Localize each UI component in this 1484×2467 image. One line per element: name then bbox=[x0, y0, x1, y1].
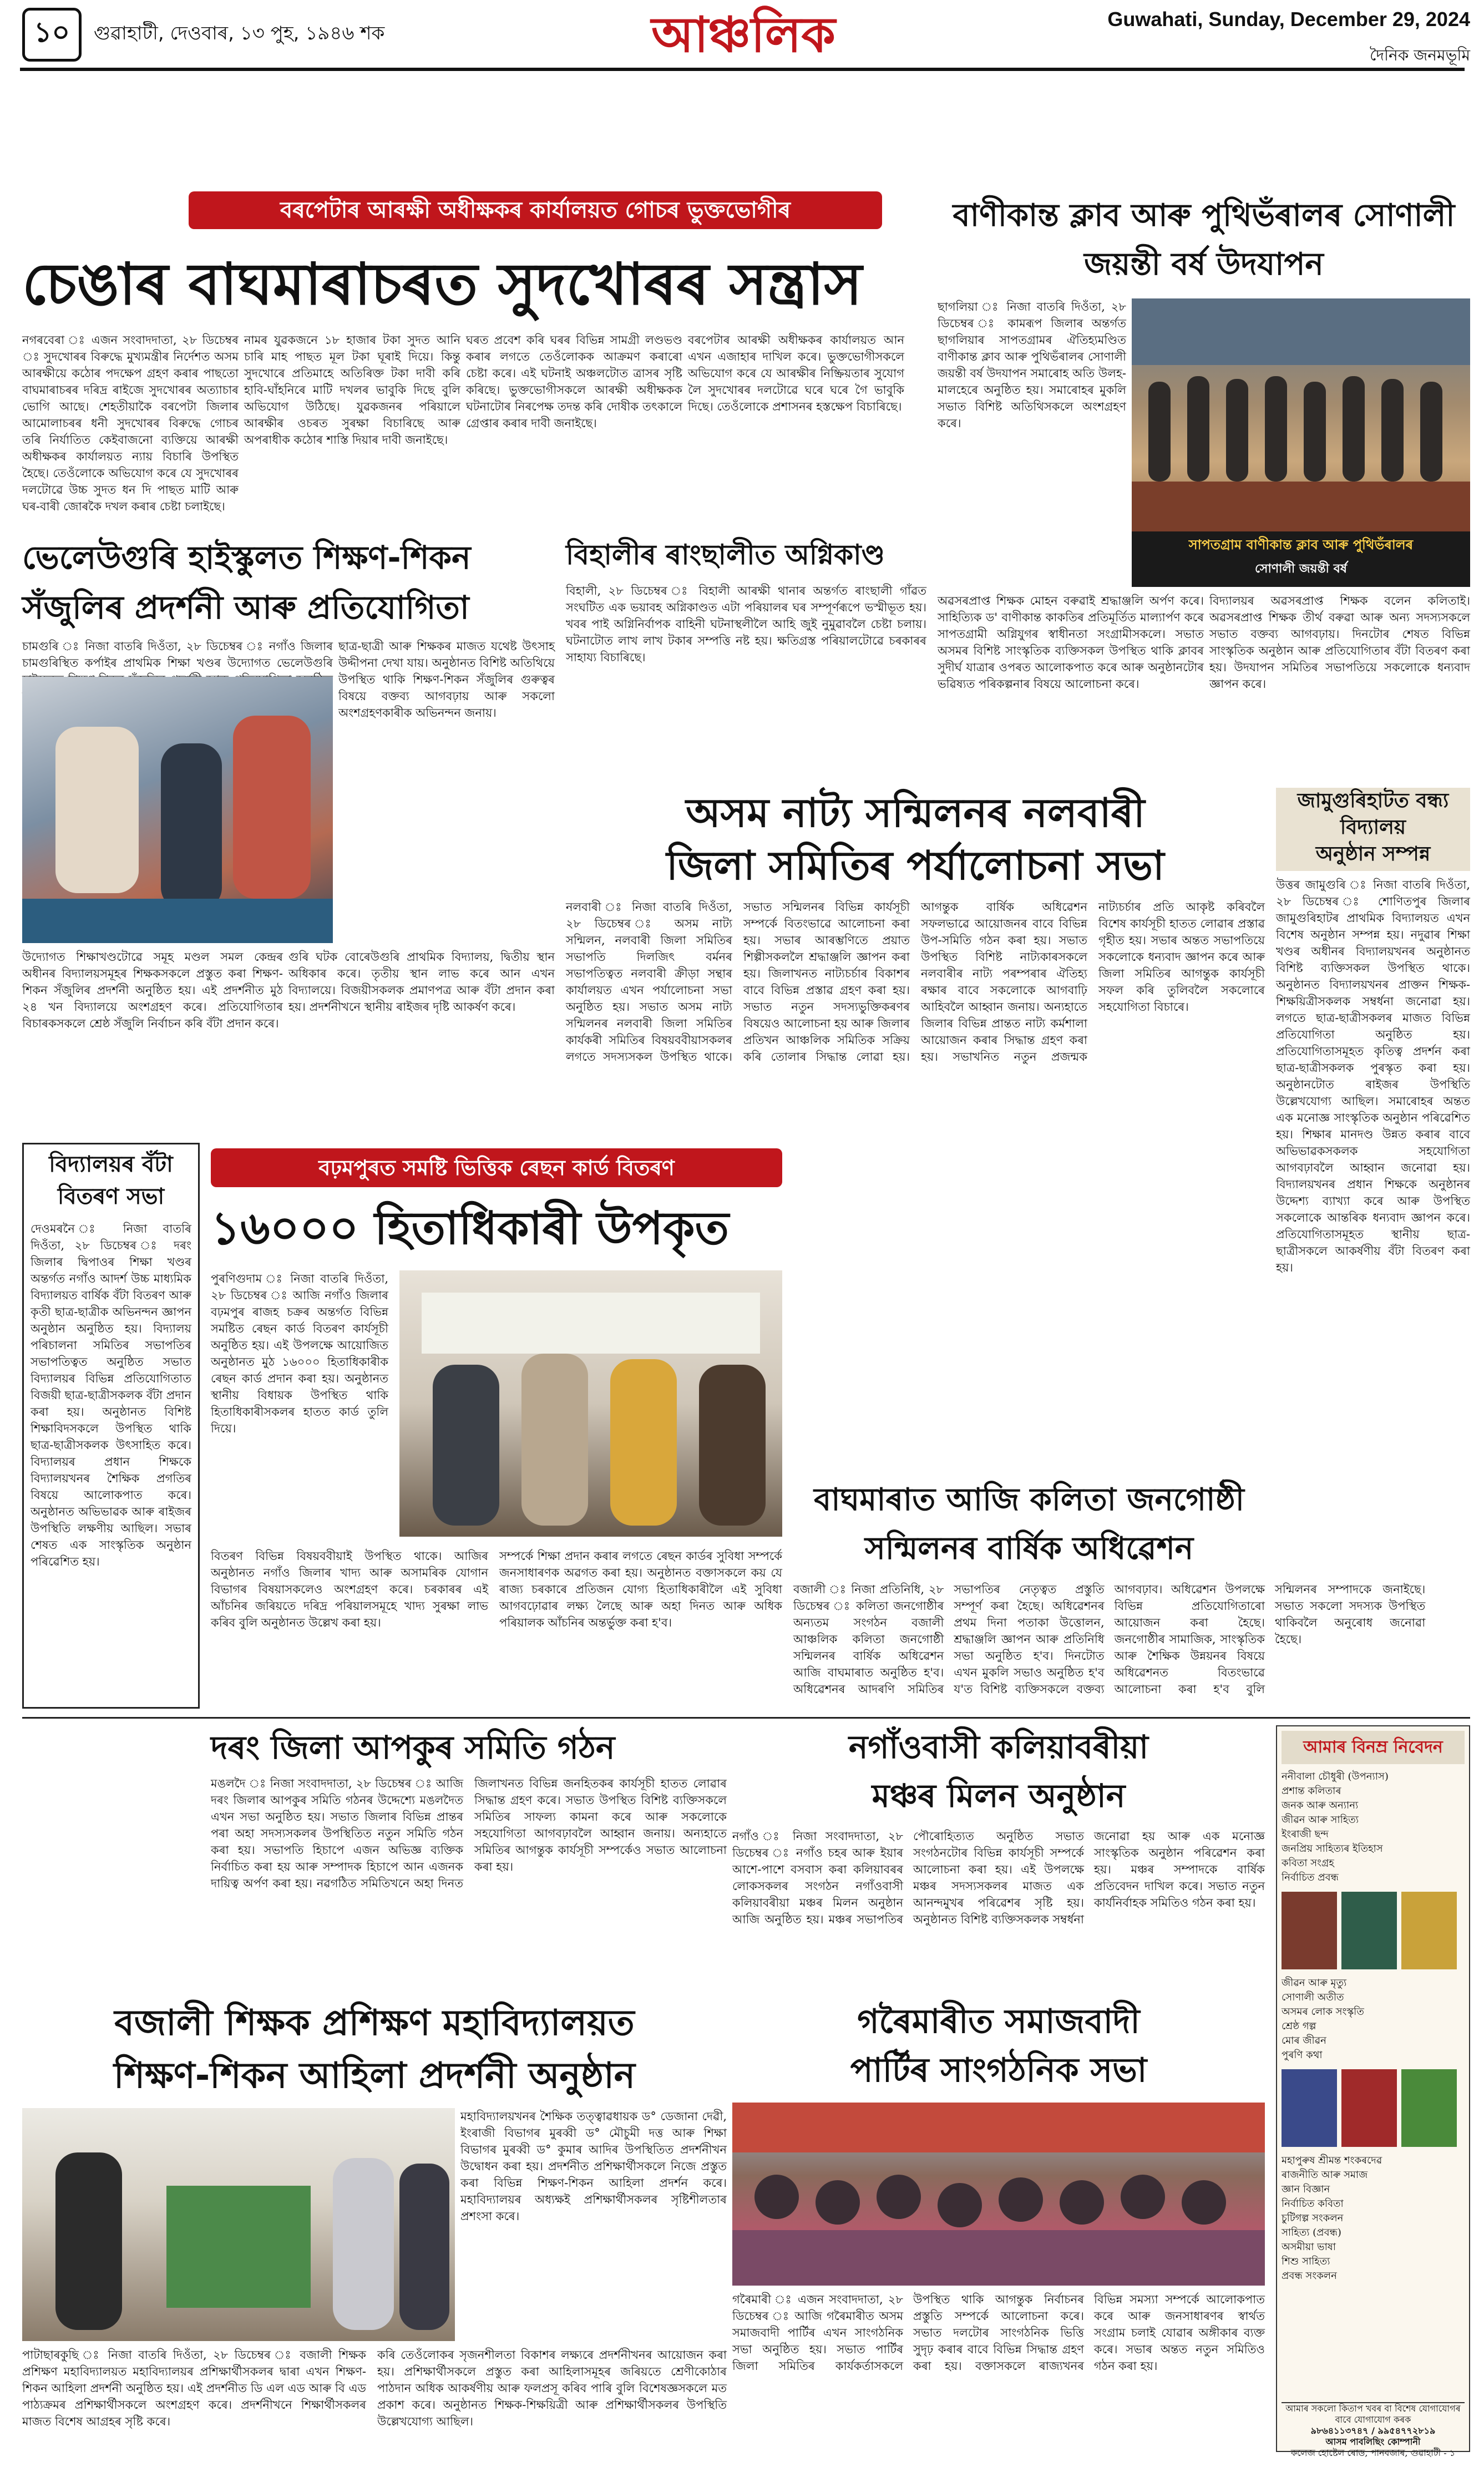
story2-banner-sub: সোণালী জয়ন্তী বৰ্ষ bbox=[1255, 562, 1347, 576]
date-assamese: গুৱাহাটী, দেওবাৰ, ১৩ পুহ, ১৯৪৬ শক bbox=[93, 22, 385, 44]
story12-photo-crowd bbox=[732, 2103, 1265, 2286]
story12-headline-line2: পাৰ্টিৰ সাংগঠনিক সভা bbox=[850, 2051, 1147, 2090]
story6-kicker: জামুগুৰিহাটত বন্ধ্য বিদ্যালয় bbox=[1297, 789, 1449, 839]
ad-col3 bbox=[1282, 2154, 1465, 2283]
story13-photo bbox=[22, 2108, 455, 2341]
section-rule bbox=[22, 1717, 1470, 1719]
book-cover bbox=[1401, 1892, 1457, 1969]
story8-photo bbox=[399, 1270, 782, 1537]
story12-body: গৰৈমাৰী ঃ এজন সংবাদদাতা, ২৮ ডিচেম্বৰ ঃ আজি গৰৈমাৰীত অসম সমাজবাদী পাৰ্টিৰ এখন সাংগঠনিক সভা অনুষ্ঠিত হয়। সভাত পাৰ্টিৰ জিলা সমিতিৰ কাৰ্যকৰ্তাসকলে উপস্থিত থাকি আগন্তুক নিৰ্বাচনৰ প্ৰস্তুতি সম্পৰ্কে আলোচনা কৰে। সভাত দলটোৰ সাংগঠনিক ভিত্তি সুদৃঢ় কৰাৰ বাবে বিভিন্ন সিদ্ধান্ত গ্ৰহণ কৰা হয়। বক্তাসকলে ৰাজ্যখনৰ বিভিন্ন সমস্যা সম্পৰ্কে আলোকপাত কৰে আৰু জনসাধাৰণৰ স্বাৰ্থত সংগ্ৰাম চলাই যোৱাৰ অঙ্গীকাৰ ব্যক্ত কৰে। সভাৰ অন্তত নতুন সমিতিও গঠন কৰা হয়। bbox=[732, 2293, 1265, 2373]
story13-headline-line1: বজালী শিক্ষক প্ৰশিক্ষণ মহাবিদ্যালয়ত bbox=[114, 2003, 635, 2044]
story11-headline bbox=[732, 1723, 1265, 1822]
ad-item: শিশু সাহিত্য bbox=[1282, 2256, 1330, 2267]
story3-headline-line1: ভেলেউগুৰি হাইস্কুলত শিক্ষণ-শিকন bbox=[22, 539, 471, 576]
ad-item: সোণালী অতীত bbox=[1282, 1992, 1344, 2003]
story3-headline-line2: সঁজুলিৰ প্ৰদৰ্শনী আৰু প্ৰতিযোগিতা bbox=[22, 589, 469, 626]
paper-name: দৈনিক জনমভূমি bbox=[1370, 46, 1470, 64]
story8-banner: বঢ়মপুৰত সমষ্টি ভিত্তিক ৰেছন কাৰ্ড বিতৰণ bbox=[211, 1148, 782, 1187]
story13-headline bbox=[22, 1997, 727, 2103]
ad-item: পুৰণি কথা bbox=[1282, 2049, 1323, 2061]
ad-book-covers-2 bbox=[1282, 2069, 1465, 2147]
story3-body-col2: গুৰি ঘটক বোৰেউগুৰি প্ৰাথমিক বিদ্যালয়, দ্বিতীয় স্থান অধিকাৰ কৰে। তৃতীয় স্থান লাভ কৰে আন এখন বিদ্যালয়ে। বিজয়ীসকলক প্ৰমাণপত্ৰ আৰু বঁটা প্ৰদান কৰা হয়। প্ৰদৰ্শনীখনে স্থানীয় ৰাইজৰ দৃষ্টি আকৰ্ষণ কৰে। bbox=[288, 950, 555, 1014]
ad-item: অসমৰ লোক সংস্কৃতি bbox=[1282, 2006, 1364, 2018]
ad-item: জনপ্ৰিয় সাহিত্যৰ ইতিহাস bbox=[1282, 1843, 1383, 1855]
story1-body-col2: নামৰ যুৱকজনে ১৮ হাজাৰ টকা সুদত আনি চাৰি মাহ পাছত মূল টকা ঘূৰাই দিয়ে। কিন্তু সুদখোৰে প্ৰতিমাহে অতিৰিক্ত টকা দাবী কৰি হাবি-ঘাঁহনিৰে মাটি দখলৰ ভাবুকি দিছে বুলি অভিযোগ উঠিছে। যুৱকজনৰ পৰিয়ালে আৰক্ষীৰ ওচৰত সুৰক্ষা বিচাৰিছে আৰু অপৰাধীক কঠোৰ শাস্তি দিয়াৰ দাবী জনাইছে। bbox=[244, 333, 460, 447]
story7-body: দেওমৰনৈ ঃ নিজা বাতৰি দিওঁতা, ২৮ ডিচেম্বৰ ঃ দৰং জিলাৰ দ্বিপাওৰ শিক্ষা খণ্ডৰ অন্তৰ্গত নগাঁও আদৰ্শ উচ্চ মাধ্যমিক বিদ্যালয়ত বাৰ্ষিক বঁটা বিতৰণ আৰু কৃতী ছাত্ৰ-ছাত্ৰীক অভিনন্দন জ্ঞাপন অনুষ্ঠান অনুষ্ঠিত হয়। বিদ্যালয় পৰিচালনা সমিতিৰ সভাপতিৰ সভাপতিত্বত অনুষ্ঠিত সভাত বিদ্যালয়ৰ বিভিন্ন প্ৰতিযোগিতাত বিজয়ী ছাত্ৰ-ছাত্ৰীসকলক বঁটা প্ৰদান কৰা হয়। অনুষ্ঠানত বিশিষ্ট শিক্ষাবিদসকলে উপস্থিত থাকি ছাত্ৰ-ছাত্ৰীসকলক উৎসাহিত কৰে। বিদ্যালয়ৰ প্ৰধান শিক্ষকে বিদ্যালয়খনৰ শৈক্ষিক প্ৰগতিৰ বিষয়ে আলোকপাত কৰে। অনুষ্ঠানত অভিভাৱক আৰু ৰাইজৰ উপস্থিতি লক্ষণীয় আছিল। সভাৰ শেষত এক সাংস্কৃতিক অনুষ্ঠান পৰিৱেশিত হয়। bbox=[31, 1222, 191, 1568]
ad-item: কবিতা সংগ্ৰহ bbox=[1282, 1857, 1334, 1869]
ad-item: সাহিত্য (প্ৰবন্ধ) bbox=[1282, 2227, 1341, 2238]
ad-item: নিৰ্বাচিত প্ৰবন্ধ bbox=[1282, 1872, 1339, 1883]
story13-body-right: মহাবিদ্যালয়খনৰ শৈক্ষিক তত্ত্বাৱধায়ক ড° ডেজানা দেৱী, ইংৰাজী বিভাগৰ মুৰব্বী ড° মৌচুমী দত্ত আৰু শিক্ষা বিভাগৰ মুৰব্বী ড° কুমাৰ আদিৰ উপস্থিতিত প্ৰদৰ্শনীখন উদ্বোধন কৰা হয়। প্ৰদৰ্শনীত প্ৰশিক্ষাৰ্থীসকলে নিজে প্ৰস্তুত কৰা বিভিন্ন শিক্ষণ-শিকন আহিলা প্ৰদৰ্শন কৰে। মহাবিদ্যালয়ৰ অধ্যক্ষই প্ৰশিক্ষাৰ্থীসকলৰ সৃষ্টিশীলতাৰ প্ৰশংসা কৰে। bbox=[460, 2110, 727, 2223]
story7-headline: বিদ্যালয়ৰ বঁটা বিতৰণ সভা bbox=[49, 1152, 173, 1209]
story8-headline: ১৬০০০ হিতাধিকাৰী উপকৃত bbox=[211, 1202, 730, 1255]
ad-title: আমাৰ বিনম্ৰ নিবেদন bbox=[1282, 1731, 1465, 1764]
ad-item: ননীবালা চৌধুৰী (উপন্যাস) bbox=[1282, 1771, 1389, 1782]
story2-body-intro: ছাগলিয়া ঃ নিজা বাতৰি দিওঁতা, ২৮ ডিচেম্বৰ ঃ কামৰূপ জিলাৰ অন্তৰ্গত ছাগলিয়াৰ সাপতগ্ৰামৰ ঐতিহ্যমণ্ডিত বাণীকান্ত ক্লাব আৰু পুথিভঁৰালৰ সোণালী জয়ন্তী বৰ্ষ উদযাপন সমাৰোহ অতি উলহ-মালহেৰে অনুষ্ঠিত হয়। সমাৰোহৰ মুকলি সভাত বিশিষ্ট অতিথিসকলে অংশগ্ৰহণ কৰে। bbox=[938, 300, 1126, 430]
ad-item: প্ৰশান্ত কলিতাৰ bbox=[1282, 1785, 1341, 1797]
book-cover bbox=[1401, 2069, 1457, 2147]
story6-body: উত্তৰ জামুগুৰি ঃ নিজা বাতৰি দিওঁতা, ২৮ ডিচেম্বৰ ঃ শোণিতপুৰ জিলাৰ জামুগুৰিহাটৰ প্ৰাথমিক বিদ্যালয়ত এখন বিশেষ অনুষ্ঠান সম্পন্ন হয়। নদুৱাৰ শিক্ষা খণ্ডৰ অধীনৰ বিদ্যালয়খনৰ অনুষ্ঠানত বিশিষ্ট ব্যক্তিসকল উপস্থিত থাকে। অনুষ্ঠানত বিদ্যালয়খনৰ প্ৰাক্তন শিক্ষক-শিক্ষয়িত্ৰীসকলক সম্বৰ্ধনা জনোৱা হয়। লগতে ছাত্ৰ-ছাত্ৰীসকলৰ মাজত বিভিন্ন প্ৰতিযোগিতা অনুষ্ঠিত হয়। প্ৰতিযোগিতাসমূহত কৃতিত্ব প্ৰদৰ্শন কৰা ছাত্ৰ-ছাত্ৰীসকলক পুৰস্কৃত কৰা হয়। অনুষ্ঠানটোত ৰাইজৰ উপস্থিতি উল্লেখযোগ্য আছিল। সমাৰোহৰ অন্তত এক মনোজ্ঞ সাংস্কৃতিক অনুষ্ঠান পৰিৱেশিত হয়। শিক্ষাৰ মানদণ্ড উন্নত কৰাৰ বাবে অভিভাৱকসকলক সহযোগিতা আগবঢ়াবলৈ আহ্বান জনোৱা হয়। বিদ্যালয়খনৰ প্ৰধান শিক্ষকে অনুষ্ঠানৰ উদ্দেশ্য ব্যাখ্যা কৰে আৰু উপস্থিত সকলোকে আন্তৰিক ধন্যবাদ জ্ঞাপন কৰে। প্ৰতিযোগিতাসমূহত স্থানীয় ছাত্ৰ-ছাত্ৰীসকলে আকৰ্ষণীয় বঁটা বিতৰণ কৰা হয়। bbox=[1276, 878, 1470, 1274]
page-number: ১০ bbox=[22, 8, 82, 62]
story13-headline-line2: শিক্ষণ-শিকন আহিলা প্ৰদৰ্শনী অনুষ্ঠান bbox=[114, 2055, 635, 2096]
story3-body-col1: উদ্যোগত শিক্ষাখণ্ডটোৱে সমূহ মণ্ডল সমল কেন্দ্ৰৰ অধীনৰ বিদ্যালয়সমূহৰ শিক্ষকসকলে প্ৰস্তুত কৰা শিক্ষণ-শিকন সঁজুলিৰ প্ৰদৰ্শনী অনুষ্ঠিত হয়। এই প্ৰদৰ্শনীত মুঠ ২৪ খন বিদ্যালয়ে অংশগ্ৰহণ কৰে। প্ৰতিযোগিতাৰ বিচাৰকসকলে শ্ৰেষ্ঠ সঁজুলি নিৰ্বাচন কৰি বঁটা প্ৰদান কৰে। bbox=[22, 950, 283, 1030]
header-left bbox=[22, 11, 521, 58]
story1-body-col3: ঘৰত প্ৰবেশ কৰি ঘৰৰ বিভিন্ন সামগ্ৰী লণ্ডভণ্ড কৰাৰ লগতে তেওঁলোকক আক্ৰমণ কৰাৰো চেষ্টা কৰে। এই ঘটনাই অঞ্চলটোত ত্ৰাসৰ সৃষ্টি কৰিছে। ভুক্তভোগীসকলে আৰক্ষী অধীক্ষকক ঘটনাটোৰ নিৰপেক্ষ তদন্ত কৰি দোষীক তৎকালে গ্ৰেপ্তাৰ কৰাৰ দাবী জনাইছে। bbox=[466, 333, 682, 430]
story1-body-col4: বৰপেটাৰ আৰক্ষী অধীক্ষকৰ কাৰ্যালয়ত আন এখন এজাহাৰ দাখিল কৰে। ভুক্তভোগীসকলে অভিযোগ কৰে যে আৰক্ষীৰ নিষ্ক্ৰিয়তাৰ সুযোগ লৈ সুদখোৰৰ দলটোৱে ঘৰে ঘৰে গৈ ভাবুকি দিছে। তেওঁলোকে প্ৰশাসনৰ হস্তক্ষেপ বিচাৰিছে। bbox=[688, 333, 904, 413]
story2-photo-caption bbox=[1132, 531, 1470, 587]
story12-headline-line1: গৰৈমাৰীত সমাজবাদী bbox=[857, 2002, 1140, 2041]
story11-headline-line2: মঞ্চৰ মিলন অনুষ্ঠান bbox=[872, 1777, 1126, 1815]
story8-photo-figures bbox=[399, 1270, 782, 1537]
story4-headline: বিহালীৰ ৰাংছালীত অগ্নিকাণ্ড bbox=[566, 539, 885, 571]
ad-item: জীৱন আৰু সাহিত্য bbox=[1282, 1814, 1359, 1826]
story2-body-col1: অৱসৰপ্ৰাপ্ত শিক্ষক মোহন বৰুৱাই শ্ৰদ্ধাঞ্জলি অৰ্পণ কৰে। সাহিত্যিক ড' বাণীকান্ত কাকতিৰ প্ৰতিমূৰ্তিত মাল্যাৰ্পণ কৰে সাপতগ্ৰামী অগ্নিযুগৰ স্বাধীনতা সংগ্ৰামীসকলে। সভাত অসমৰ বিশিষ্ট সাংস্কৃতিক ব্যক্তিসকল উপস্থিত থাকি ক্লাবৰ সুদীৰ্ঘ যাত্ৰাৰ ওপৰত আলোকপাত কৰে আৰু অনুষ্ঠানটোৰ ভৱিষ্যত পৰিকল্পনাৰ বিষয়ে আলোচনা কৰে। bbox=[938, 594, 1204, 691]
story11-body: নগাঁও ঃ নিজা সংবাদদাতা, ২৮ ডিচেম্বৰ ঃ নগাঁও চহৰ আৰু ইয়াৰ আশে-পাশে বসবাস কৰা কলিয়াবৰৰ লোকসকলৰ সংগঠন নগাঁওবাসী কলিয়াবৰীয়া মঞ্চৰ মিলন অনুষ্ঠান আজি অনুষ্ঠিত হয়। মঞ্চৰ সভাপতিৰ পৌৰোহিত্যত অনুষ্ঠিত সভাত সংগঠনটোৰ বিভিন্ন কাৰ্যসূচী সম্পৰ্কে আলোচনা কৰা হয়। এই উপলক্ষে মঞ্চৰ সদস্যসকলৰ মাজত এক আনন্দমুখৰ পৰিৱেশৰ সৃষ্টি হয়। অনুষ্ঠানত বিশিষ্ট ব্যক্তিসকলক সম্বৰ্ধনা জনোৱা হয় আৰু এক মনোজ্ঞ সাংস্কৃতিক অনুষ্ঠান পৰিৱেশন কৰা হয়। মঞ্চৰ সম্পাদকে বাৰ্ষিক প্ৰতিবেদন দাখিল কৰে। সভাত নতুন কাৰ্যনিৰ্বাহক সমিতিও গঠন কৰা হয়। bbox=[732, 1830, 1265, 1926]
ad-listing bbox=[1282, 1770, 1465, 2402]
ad-item: মোৰ জীৱন bbox=[1282, 2035, 1326, 2046]
story13-body-col2: কৰি তেওঁলোকৰ সৃজনশীলতা বিকাশৰ লক্ষ্যৰে প্ৰদৰ্শনীখনৰ আয়োজন কৰা হয়। প্ৰশিক্ষাৰ্থীসকলে প্ৰস্তুত কৰা আহিলাসমূহৰ জৰিয়তে শ্ৰেণীকোঠাৰ পাঠদান অধিক আকৰ্ষণীয় আৰু ফলপ্ৰসূ কৰিব পাৰি বুলি বিশেষজ্ঞসকলে মত প্ৰকাশ কৰে। অনুষ্ঠানত শিক্ষক-শিক্ষয়িত্ৰী আৰু প্ৰশিক্ষাৰ্থীসকলৰ উপস্থিতি উল্লেখযোগ্য আছিল। bbox=[377, 2348, 727, 2428]
story2-headline: বাণীকান্ত ক্লাব আৰু পুথিভঁৰালৰ সোণালী জয়ন্তী বৰ্ষ উদযাপন bbox=[953, 197, 1455, 282]
book-cover bbox=[1282, 2069, 1337, 2147]
story10-headline: দৰং জিলা আপকুৰ সমিতি গঠন bbox=[211, 1729, 615, 1766]
masthead: আঞ্চলিক bbox=[651, 6, 835, 63]
ad-item: ইংৰাজী ছন্দ bbox=[1282, 1828, 1329, 1840]
book-cover bbox=[1341, 1892, 1397, 1969]
story2-body-col2: বিদ্যালয়ৰ অৱসৰপ্ৰাপ্ত শিক্ষক বলেন কলিতাই। অৱসৰপ্ৰাপ্ত শিক্ষক তীৰ্থ বৰুৱা আৰু অন্য সদস্যসকলে সভাত বক্তব্য আগবঢ়ায়। দিনটোৰ শেষত বিভিন্ন সাংস্কৃতিক অনুষ্ঠান আৰু প্ৰতিযোগিতাৰ বঁটা বিতৰণ কৰা হয়। উদযাপন সমিতিৰ সভাপতিয়ে সকলোকে ধন্যবাদ জ্ঞাপন কৰে। bbox=[1209, 594, 1470, 691]
story13-photo-figures bbox=[22, 2108, 455, 2341]
ad-phone: ৯৮৬৪১১৩৭৪৭ / ৯৯৫৪৭৭২৮১৯ bbox=[1310, 2425, 1436, 2436]
book-cover bbox=[1341, 2069, 1397, 2147]
story2-banner-text: সাপতগ্ৰাম বাণীকান্ত ক্লাব আৰু পুথিভঁৰালৰ bbox=[1188, 537, 1414, 553]
ad-footer bbox=[1282, 2402, 1465, 2458]
story8-body-col3: সম্পৰ্কে শিক্ষা প্ৰদান কৰাৰ লগতে ৰেছন কাৰ্ডৰ সুবিধা সম্পৰ্কে জনসাধাৰণক অৱগত কৰা হয়। অনুষ্ঠানত বক্তাসকলে কয় যে ৰাজ্য চৰকাৰে প্ৰতিজন যোগ্য হিতাধিকাৰীলৈ এই সুবিধা আগবঢ়োৱাৰ লক্ষ্য লৈছে আৰু অহা দিনত আৰু অধিক পৰিয়ালক আঁচনিৰ অন্তৰ্ভুক্ত কৰা হ'ব। bbox=[499, 1549, 782, 1629]
story1-headline: চেঙাৰ বাঘমাৰাচৰত সুদখোৰৰ সন্ত্ৰাস bbox=[22, 250, 863, 318]
story9-headline bbox=[793, 1476, 1265, 1576]
ad-item: চুটিগল্প সংকলন bbox=[1282, 2212, 1344, 2224]
story5-headline-line2: জিলা সমিতিৰ পৰ্যালোচনা সভা bbox=[666, 842, 1164, 889]
header-rule bbox=[20, 68, 1465, 71]
story13-body-col1: পাটাছাৰকুছি ঃ নিজা বাতৰি দিওঁতা, ২৮ ডিচেম্বৰ ঃ বজালী শিক্ষক প্ৰশিক্ষণ মহাবিদ্যালয়ত মহাবিদ্যালয়ৰ প্ৰশিক্ষাৰ্থীসকলৰ দ্বাৰা এখন শিক্ষণ-শিকন আহিলা প্ৰদৰ্শনী অনুষ্ঠিত হয়। এই প্ৰদৰ্শনীত ডি এল এড আৰু বি এড পাঠ্যক্ৰমৰ প্ৰশিক্ষাৰ্থীসকলে অংশগ্ৰহণ কৰে। প্ৰদৰ্শনীখনে শিক্ষাৰ্থীসকলৰ মাজত বিশেষ আগ্ৰহৰ সৃষ্টি কৰে। bbox=[22, 2348, 366, 2428]
ad-item: মহাপুৰুষ শ্ৰীমন্ত শংকৰদেৱ bbox=[1282, 2155, 1382, 2166]
ad-col2 bbox=[1282, 1976, 1465, 2063]
ad-item: জীৱন আৰু মৃত্যু bbox=[1282, 1977, 1347, 1989]
story3-photo bbox=[22, 677, 333, 943]
story8-body-col2: বিতৰণ বিভিন্ন বিষয়ববীয়াই উপস্থিত থাকে। আজিৰ অনুষ্ঠানত নগাঁও জিলাৰ খাদ্য আৰু অসামৰিক যোগান বিভাগৰ বিষয়াসকলেও অংশগ্ৰহণ কৰে। চৰকাৰৰ এই আঁচনিৰ জৰিয়তে দৰিদ্ৰ পৰিয়ালসমূহে খাদ্য সুৰক্ষা লাভ কৰিব বুলি অনুষ্ঠানত উল্লেখ কৰা হয়। bbox=[211, 1549, 488, 1629]
story2-photo-figures bbox=[1132, 298, 1470, 531]
story9-body: বজালী ঃ নিজা প্ৰতিনিধি, ২৮ ডিচেম্বৰ ঃ কলিতা জনগোষ্ঠীৰ অন্যতম সংগঠন বজালী আঞ্চলিক কলিতা জনগোষ্ঠী সন্মিলনৰ বাৰ্ষিক অধিৱেশন আজি বাঘমাৰাত অনুষ্ঠিত হ'ব। অধিৱেশনৰ আদৰণি সমিতিৰ সভাপতিৰ নেতৃত্বত প্ৰস্তুতি সম্পূৰ্ণ কৰা হৈছে। অধিৱেশনৰ প্ৰথম দিনা পতাকা উত্তোলন, শ্ৰদ্ধাঞ্জলি জ্ঞাপন আৰু প্ৰতিনিধি সভা অনুষ্ঠিত হ'ব। দিনটোত এখন মুকলি সভাও অনুষ্ঠিত হ'ব য'ত বিশিষ্ট ব্যক্তিসকলে বক্তব্য আগবঢ়াব। অধিৱেশন উপলক্ষে বিভিন্ন প্ৰতিযোগিতাৰো আয়োজন কৰা হৈছে। জনগোষ্ঠীৰ সামাজিক, সাংস্কৃতিক আৰু শৈক্ষিক উন্নয়নৰ বিষয়ে অধিৱেশনত বিতংভাৱে আলোচনা কৰা হ'ব বুলি সন্মিলনৰ সম্পাদকে জনাইছে। সভাত সকলো সদস্যক উপস্থিত থাকিবলৈ অনুৰোধ জনোৱা হৈছে। bbox=[793, 1583, 1426, 1696]
ad-item: অসমীয়া ভাষা bbox=[1282, 2241, 1336, 2253]
ad-item: ৰাজনীতি আৰু সমাজ bbox=[1282, 2169, 1368, 2181]
date-english: Guwahati, Sunday, December 29, 2024 bbox=[1107, 8, 1470, 31]
ad-item: জনক আৰু অন্যান্য bbox=[1282, 1800, 1359, 1811]
ad-item: নিৰ্বাচিত কবিতা bbox=[1282, 2198, 1344, 2210]
ad-book-covers bbox=[1282, 1892, 1465, 1969]
story6-headline: অনুষ্ঠান সম্পন্ন bbox=[1315, 843, 1431, 865]
story5-headline-line1: অসম নাট্য সন্মিলনৰ নলবাৰী bbox=[686, 789, 1145, 836]
ad-item: প্ৰবন্ধ সংকলন bbox=[1282, 2270, 1337, 2282]
story3-headline bbox=[22, 533, 555, 632]
story9-headline-line2: সন্মিলনৰ বাৰ্ষিক অধিৱেশন bbox=[864, 1531, 1194, 1567]
ad-publisher: আসম পাবলিছিং কোম্পানী bbox=[1325, 2436, 1421, 2447]
story12-headline bbox=[732, 1997, 1265, 2097]
story3-photo-figures bbox=[22, 677, 333, 943]
story5-body: নলবাৰী ঃ নিজা বাতৰি দিওঁতা, ২৮ ডিচেম্বৰ ঃ অসম নাট্য সন্মিলন, নলবাৰী জিলা সমিতিৰ সভাপতি দিলজিৎ বৰ্মনৰ সভাপতিত্বত নলবাৰী ক্ৰীড়া সন্থাৰ কাৰ্যালয়ত এখন পৰ্যালোচনা সভা অনুষ্ঠিত হয়। সভাত অসম নাট্য সন্মিলনৰ নলবাৰী জিলা সমিতিৰ কাৰ্যকৰী সমিতিৰ বিষয়ববীয়াসকলৰ লগতে সদস্যসকল উপস্থিত থাকে। সভাত সন্মিলনৰ বিভিন্ন কাৰ্যসূচী সম্পৰ্কে বিতংভাৱে আলোচনা কৰা হয়। সভাৰ আৰম্ভণিতে প্ৰয়াত শিল্পীসকললৈ শ্ৰদ্ধাঞ্জলি জ্ঞাপন কৰা হয়। জিলাখনত নাট্যচৰ্চাৰ বিকাশৰ বাবে বিভিন্ন প্ৰস্তাৱ গ্ৰহণ কৰা হয়। সভাত নতুন সদস্যভুক্তিকৰণৰ বিষয়েও আলোচনা হয় আৰু জিলাৰ প্ৰতিখন আঞ্চলিক সমিতিক সক্ৰিয় কৰি তোলাৰ সিদ্ধান্ত লোৱা হয়। আগন্তুক বাৰ্ষিক অধিৱেশন সফলভাৱে আয়োজনৰ বাবে বিভিন্ন উপ-সমিতি গঠন কৰা হয়। সভাত উপস্থিত বিশিষ্ট নাট্যকাৰসকলে নলবাৰীৰ নাট্য পৰম্পৰাৰ ঐতিহ্য ৰক্ষাৰ বাবে সকলোকে আগবাঢ়ি আহিবলৈ আহ্বান জনায়। অন্যহাতে জিলাৰ বিভিন্ন প্ৰান্তত নাট্য কৰ্মশালা আয়োজন কৰাৰ সিদ্ধান্ত গ্ৰহণ কৰা হয়। সভাখনিত নতুন প্ৰজন্মক নাট্যচৰ্চাৰ প্ৰতি আকৃষ্ট কৰিবলৈ বিশেষ কাৰ্যসূচী হাতত লোৱাৰ প্ৰস্তাৱ গৃহীত হয়। সভাৰ অন্তত সভাপতিয়ে সকলোকে ধন্যবাদ জ্ঞাপন কৰে আৰু জিলা সমিতিৰ আগন্তুক কাৰ্যসূচী সফল কৰি তুলিবলৈ সকলোৰে সহযোগিতা বিচাৰে। bbox=[566, 900, 1265, 1063]
story9-headline-line1: বাঘমাৰাত আজি কলিতা জনগোষ্ঠী bbox=[814, 1482, 1244, 1518]
story3-body-right: ছাত্ৰ-ছাত্ৰী আৰু শিক্ষকৰ মাজত যথেষ্ট উৎসাহ উদ্দীপনা দেখা যায়। অনুষ্ঠানত বিশিষ্ট অতিথিয়ে উপস্থিত থাকি শিক্ষণ-শিকন সঁজুলিৰ গুৰুত্বৰ বিষয়ে বক্তব্য আগবঢ়ায় আৰু সকলো অংশগ্ৰহণকাৰীক অভিনন্দন জনায়। bbox=[338, 640, 555, 720]
ad-item: জ্ঞান বিজ্ঞান bbox=[1282, 2184, 1330, 2195]
story8-body-col1: পুৰণিগুদাম ঃ নিজা বাতৰি দিওঁতা, ২৮ ডিচেম্বৰ ঃ আজি নগাঁও জিলাৰ বঢ়মপুৰ ৰাজহ চক্ৰৰ অন্তৰ্গত বিভিন্ন সমষ্টিত ৰেছন কাৰ্ড বিতৰণ কাৰ্যসূচী অনুষ্ঠিত হয়। এই উপলক্ষে আয়োজিত অনুষ্ঠানত মুঠ ১৬০০০ হিতাধিকাৰীক ৰেছন কাৰ্ড প্ৰদান কৰা হয়। অনুষ্ঠানত স্থানীয় বিধায়ক উপস্থিত থাকি হিতাধিকাৰীসকলৰ হাতত কাৰ্ড তুলি দিয়ে। bbox=[211, 1272, 388, 1435]
story11-headline-line1: নগাঁওবাসী কলিয়াবৰীয়া bbox=[848, 1728, 1149, 1766]
story1-body-col1: নগৰবেৰা ঃ এজন সংবাদদাতা, ২৮ ডিচেম্বৰ ঃ সুদখোৰৰ বিৰুদ্ধে মুখ্যমন্ত্ৰীৰ নিৰ্দেশত অসম আৰক্ষীয়ে কঠোৰ পদক্ষেপ গ্ৰহণ কৰাৰ পাছতো বাঘমাৰাচৰৰ দৰিদ্ৰ ৰাইজে সুদখোৰৰ অত্যাচাৰ ভোগি আছে। শেহতীয়াকৈ বৰপেটা জিলাৰ আমোলাচৰৰ ধনী সুদখোৰৰ বিৰুদ্ধে গোচৰ তৰি নিৰ্যাতিত কেইবাজনো ব্যক্তিয়ে আৰক্ষী অধীক্ষকৰ কাৰ্যালয়ত ন্যায় বিচাৰি উপস্থিত হৈছে। তেওঁলোকে অভিযোগ কৰে যে সুদখোৰৰ দলটোৱে উচ্চ সুদত ধন দি পাছত মাটি আৰু ঘৰ-বাৰী জোৰকৈ দখল কৰাৰ চেষ্টা চলাইছে। bbox=[22, 333, 239, 513]
story10-body: মঙলদৈ ঃ নিজা সংবাদদাতা, ২৮ ডিচেম্বৰ ঃ আজি দৰং জিলাৰ আপকুৰ সমিতি গঠনৰ উদ্দেশ্যে মঙলদৈত এখন সভা অনুষ্ঠিত হয়। সভাত জিলাৰ বিভিন্ন প্ৰান্তৰ পৰা অহা সদস্যসকলৰ উপস্থিতিত নতুন সমিতি গঠন কৰা হয়। সভাপতি হিচাপে এজন অভিজ্ঞ ব্যক্তিক নিৰ্বাচিত কৰা হয় আৰু সম্পাদক হিচাপে আন এজনক দায়িত্ব অৰ্পণ কৰা হয়। নৱগঠিত সমিতিখনে অহা দিনত জিলাখনত বিভিন্ন জনহিতকৰ কাৰ্যসূচী হাতত লোৱাৰ সিদ্ধান্ত গ্ৰহণ কৰে। সভাত উপস্থিত বিশিষ্ট ব্যক্তিসকলে সমিতিৰ সাফল্য কামনা কৰে আৰু সকলোকে সহযোগিতা আগবঢ়াবলৈ আহ্বান জনায়। অন্যহাতে সমিতিৰ আগন্তুক কাৰ্যসূচী সম্পৰ্কেও সভাত আলোচনা কৰা হয়। bbox=[211, 1777, 727, 1890]
story6-header bbox=[1276, 788, 1470, 871]
story5-headline bbox=[566, 787, 1265, 892]
ad-col1 bbox=[1282, 1770, 1465, 1885]
ad-address: কলেজ হোষ্টেল ৰোড, পানবজাৰ, গুৱাহাটী - ১ bbox=[1290, 2448, 1456, 2458]
ad-item: শ্ৰেষ্ঠ গল্প bbox=[1282, 2020, 1316, 2032]
story3-body-lead: চামগুৰি ঃ নিজা বাতৰি দিওঁতা, ২৮ ডিচেম্বৰ ঃ নগাঁও জিলাৰ চামগুৰিস্থিত কৰ্পাইৰ প্ৰাথমিক শিক্ষা খণ্ডৰ উদ্যোগত ভেলেউগুৰি bbox=[22, 640, 333, 670]
book-cover bbox=[1282, 1892, 1337, 1969]
story12-photo bbox=[732, 2103, 1265, 2286]
story1-banner: বৰপেটাৰ আৰক্ষী অধীক্ষকৰ কাৰ্যালয়ত গোচৰ ভুক্তভোগীৰ bbox=[189, 191, 882, 229]
story2-photo bbox=[1132, 298, 1470, 531]
story4-body: বিহালী, ২৮ ডিচেম্বৰ ঃ বিহালী আৰক্ষী থানাৰ অন্তৰ্গত ৰাংছালী গাঁৱত সংঘটিত এক ভয়াবহ অগ্নিকাণ্ডত এটা পৰিয়ালৰ ঘৰ সম্পূৰ্ণৰূপে ভস্মীভূত হয়। খবৰ পাই অগ্নিনিৰ্বাপক বাহিনী ঘটনাস্থলীলৈ আহি জুই নুমুৱাবলৈ চেষ্টা চলায়। ঘটনাটোত লাখ লাখ টকাৰ সম্পত্তি নষ্ট হয়। ক্ষতিগ্ৰস্ত পৰিয়ালটোৱে চৰকাৰৰ সাহায্য বিচাৰিছে। bbox=[566, 584, 926, 664]
ad-footer-note: আমাৰ সকলো কিতাপ খবৰ বা বিশেষ যোগাযোগৰ বাবে যোগাযোগ কৰক bbox=[1285, 2403, 1461, 2425]
